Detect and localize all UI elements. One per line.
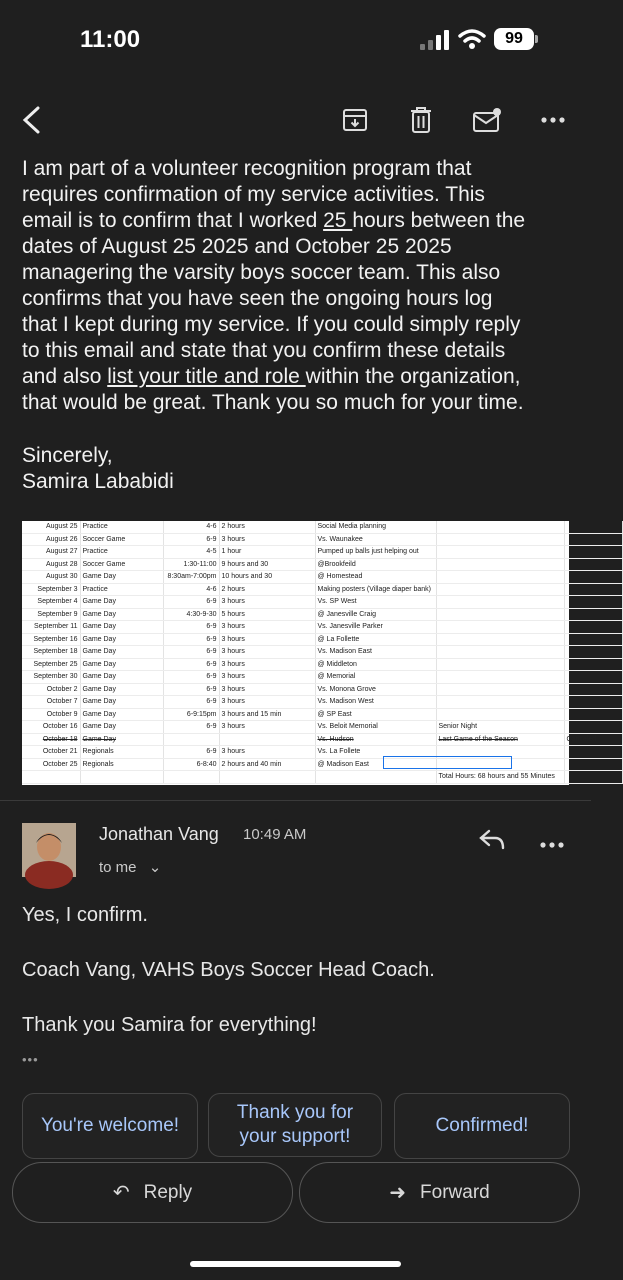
table-cell <box>564 521 622 533</box>
archive-button[interactable] <box>338 103 372 137</box>
reply-line: Thank you Samira for everything! <box>22 1014 317 1036</box>
body-line: managering the varsity boys soccer team. This also <box>22 261 501 284</box>
status-time: 11:00 <box>80 26 141 53</box>
battery-tip <box>535 35 538 43</box>
table-cell: 6-9 <box>163 721 219 734</box>
signature-name: Samira Lababidi <box>22 470 174 493</box>
table-cell: Vs. Janesville Parker <box>315 621 436 634</box>
message-divider <box>0 800 591 801</box>
table-cell <box>80 771 163 784</box>
table-cell: 3 hours <box>219 683 315 696</box>
table-cell <box>564 608 622 621</box>
table-cell: @ Madison East <box>315 758 436 771</box>
table-cell: Game Day <box>80 708 163 721</box>
table-cell: @ Memorial <box>315 671 436 684</box>
table-cell: 4-5 <box>163 546 219 559</box>
table-row <box>22 733 622 746</box>
table-cell <box>564 633 622 646</box>
table-cell: 6-9 <box>163 621 219 634</box>
table-cell: August 28 <box>22 558 80 571</box>
chevron-down-icon: ⌄ <box>148 859 162 876</box>
recipient-details-toggle[interactable]: to me ⌄ <box>99 859 162 876</box>
table-cell: Vs. Madison East <box>315 646 436 659</box>
table-cell: Senior Night <box>436 721 564 734</box>
table-cell: 5 hours <box>219 608 315 621</box>
table-cell <box>436 646 564 659</box>
body-line: that I kept during my service. If you could simply reply <box>22 313 521 336</box>
reply-icon: ↶ <box>112 1182 130 1204</box>
table-cell: August 26 <box>22 533 80 546</box>
body-line: confirms that you have seen the ongoing hours log <box>22 287 493 310</box>
smart-reply-thank-you[interactable]: Thank you for your support! <box>208 1093 382 1157</box>
table-cell: 3 hours <box>219 646 315 659</box>
reply-icon-button[interactable] <box>478 828 508 854</box>
table-cell <box>564 683 622 696</box>
table-cell: September 11 <box>22 621 80 634</box>
table-cell: Regionals <box>80 758 163 771</box>
table-cell <box>564 646 622 659</box>
body-line: and also list your title and role within the organization, <box>22 365 521 388</box>
more-options-button[interactable] <box>536 103 570 137</box>
table-row <box>22 658 622 671</box>
table-cell: Vs. Madison West <box>315 696 436 709</box>
signal-icon <box>420 30 450 50</box>
table-cell <box>219 771 315 784</box>
table-cell: 6-9 <box>163 596 219 609</box>
reply-line: Yes, I confirm. <box>22 904 148 926</box>
table-cell: Last Game of the Season <box>436 733 564 746</box>
table-cell: 3 hours <box>219 696 315 709</box>
table-cell: September 30 <box>22 671 80 684</box>
table-row <box>22 683 622 696</box>
table-cell: 6-9 <box>163 696 219 709</box>
table-row <box>22 646 622 659</box>
table-row <box>22 596 622 609</box>
table-cell: October 9 <box>22 708 80 721</box>
table-cell: 4:30-9-30 <box>163 608 219 621</box>
table-cell: Game Day <box>80 721 163 734</box>
table-cell: September 16 <box>22 633 80 646</box>
archive-icon <box>342 107 368 133</box>
table-row <box>22 558 622 571</box>
table-cell <box>436 596 564 609</box>
table-cell <box>436 671 564 684</box>
table-cell: October 18 <box>22 733 80 746</box>
table-cell: Social Media planning <box>315 521 436 533</box>
table-row <box>22 696 622 709</box>
table-cell <box>436 696 564 709</box>
table-cell <box>436 683 564 696</box>
role-underlined: list your title and role <box>107 365 306 388</box>
table-cell: 4-6 <box>163 583 219 596</box>
body-line: requires confirmation of my service activities. This <box>22 183 485 206</box>
reply-button[interactable]: ↶ Reply <box>12 1162 293 1223</box>
table-cell: September 25 <box>22 658 80 671</box>
table-cell <box>564 533 622 546</box>
hours-log-spreadsheet[interactable] <box>22 521 597 785</box>
table-cell: August 27 <box>22 546 80 559</box>
table-cell <box>564 708 622 721</box>
table-cell: Game Day <box>80 696 163 709</box>
trash-icon <box>409 106 433 134</box>
table-cell: August 30 <box>22 571 80 584</box>
table-cell: Total Hours: 68 hours and 55 Minutes <box>436 771 564 784</box>
table-cell: Making posters (Village diaper bank) <box>315 583 436 596</box>
table-cell: 3 hours <box>219 671 315 684</box>
table-cell <box>564 758 622 771</box>
table-cell <box>436 546 564 559</box>
forward-button[interactable]: ➜ Forward <box>299 1162 580 1223</box>
table-cell: @ Middleton <box>315 658 436 671</box>
more-dots-icon <box>540 116 566 124</box>
table-cell: Vs. La Follete <box>315 746 436 759</box>
message-more-button[interactable] <box>539 836 565 854</box>
table-row <box>22 571 622 584</box>
table-cell <box>564 771 622 784</box>
table-cell: 6-8:40 <box>163 758 219 771</box>
table-row <box>22 771 622 784</box>
table-cell: 6-9 <box>163 533 219 546</box>
table-cell: Game Day <box>80 633 163 646</box>
body-line: dates of August 25 2025 and October 25 2025 <box>22 235 452 258</box>
table-cell: 3 hours and 15 min <box>219 708 315 721</box>
avatar-photo <box>22 823 76 877</box>
wifi-icon <box>458 28 486 50</box>
table-cell: Pumped up balls just helping out <box>315 546 436 559</box>
table-cell: October 16 <box>22 721 80 734</box>
email-body <box>22 156 582 416</box>
closing: Sincerely, <box>22 444 113 467</box>
table-cell: Canceled <box>564 733 622 746</box>
table-cell: 6-9:15pm <box>163 708 219 721</box>
table-cell: October 21 <box>22 746 80 759</box>
hours-underlined: 25 <box>323 209 353 232</box>
signature-block <box>22 443 174 495</box>
forward-icon: ➜ <box>389 1182 407 1204</box>
table-cell <box>436 633 564 646</box>
table-cell: 3 hours <box>219 746 315 759</box>
table-cell <box>564 558 622 571</box>
table-cell: 6-9 <box>163 671 219 684</box>
table-cell <box>564 658 622 671</box>
table-cell: Game Day <box>80 571 163 584</box>
table-cell: Vs. Monona Grove <box>315 683 436 696</box>
table-cell: Game Day <box>80 596 163 609</box>
smart-reply-confirmed[interactable]: Confirmed! <box>394 1093 570 1159</box>
table-cell <box>436 608 564 621</box>
table-cell: 4-6 <box>163 521 219 533</box>
table-cell <box>564 671 622 684</box>
table-cell: 2 hours <box>219 583 315 596</box>
table-cell <box>564 546 622 559</box>
hours-log-table <box>22 521 623 784</box>
table-cell: 8:30am-7:00pm <box>163 571 219 584</box>
table-cell <box>564 721 622 734</box>
table-row <box>22 621 622 634</box>
table-cell: Practice <box>80 583 163 596</box>
table-cell: 3 hours <box>219 596 315 609</box>
table-cell: @Brookfeild <box>315 558 436 571</box>
reply-arrow-icon <box>478 828 506 850</box>
table-cell: 2 hours <box>219 521 315 533</box>
mark-unread-button[interactable] <box>470 103 504 137</box>
table-cell <box>436 533 564 546</box>
table-cell: Game Day <box>80 671 163 684</box>
table-cell: Game Day <box>80 733 163 746</box>
table-cell: 6-9 <box>163 746 219 759</box>
table-cell: 2 hours and 40 min <box>219 758 315 771</box>
table-cell: @ Homestead <box>315 571 436 584</box>
table-cell: 6-9 <box>163 646 219 659</box>
table-cell <box>436 658 564 671</box>
table-cell <box>163 771 219 784</box>
show-quoted-text-button[interactable]: ••• <box>22 1052 39 1067</box>
active-cell <box>383 756 512 769</box>
home-indicator[interactable] <box>190 1261 401 1267</box>
body-line: that would be great. Thank you so much for your time. <box>22 391 524 414</box>
table-cell <box>163 733 219 746</box>
table-cell: Practice <box>80 546 163 559</box>
table-row <box>22 546 622 559</box>
table-cell: October 2 <box>22 683 80 696</box>
table-cell <box>564 621 622 634</box>
table-cell <box>564 696 622 709</box>
table-cell <box>219 733 315 746</box>
reply-line: Coach Vang, VAHS Boys Soccer Head Coach. <box>22 959 435 981</box>
table-cell: Game Day <box>80 683 163 696</box>
avatar[interactable] <box>22 823 76 877</box>
back-button[interactable] <box>14 103 48 137</box>
table-cell <box>436 558 564 571</box>
table-cell <box>315 771 436 784</box>
table-cell: Vs. Hudson <box>315 733 436 746</box>
table-cell: @ SP East <box>315 708 436 721</box>
table-cell: 6-9 <box>163 658 219 671</box>
table-cell <box>564 571 622 584</box>
table-row <box>22 533 622 546</box>
body-line: to this email and state that you confirm these details <box>22 339 506 362</box>
table-cell: Soccer Game <box>80 533 163 546</box>
table-cell: 10 hours and 30 <box>219 571 315 584</box>
table-row <box>22 671 622 684</box>
body-line: email is to confirm that I worked 25 hours between the <box>22 209 526 232</box>
table-cell: @ La Follette <box>315 633 436 646</box>
table-cell: Vs. Beloit Memorial <box>315 721 436 734</box>
table-cell: September 4 <box>22 596 80 609</box>
table-cell: October 7 <box>22 696 80 709</box>
table-cell: October 25 <box>22 758 80 771</box>
table-cell <box>436 571 564 584</box>
table-cell: Practice <box>80 521 163 533</box>
table-cell: Game Day <box>80 608 163 621</box>
table-cell: Vs. SP West <box>315 596 436 609</box>
table-cell: @ Janesville Craig <box>315 608 436 621</box>
table-cell: 3 hours <box>219 721 315 734</box>
table-cell: 3 hours <box>219 621 315 634</box>
table-cell: 9 hours and 30 <box>219 558 315 571</box>
table-row <box>22 583 622 596</box>
table-cell: 3 hours <box>219 633 315 646</box>
sender-name: Jonathan Vang <box>99 824 219 844</box>
table-cell: Soccer Game <box>80 558 163 571</box>
table-cell: 6-9 <box>163 683 219 696</box>
table-cell <box>436 583 564 596</box>
mail-unread-icon <box>472 107 502 133</box>
table-cell <box>564 746 622 759</box>
table-cell: 1:30-11:00 <box>163 558 219 571</box>
table-row <box>22 708 622 721</box>
table-cell <box>436 621 564 634</box>
table-cell: 6-9 <box>163 633 219 646</box>
table-cell: Game Day <box>80 621 163 634</box>
table-cell <box>564 583 622 596</box>
table-row <box>22 521 622 533</box>
table-cell: Game Day <box>80 658 163 671</box>
table-cell: September 9 <box>22 608 80 621</box>
delete-button[interactable] <box>404 103 438 137</box>
table-cell: 3 hours <box>219 533 315 546</box>
message-time: 10:49 AM <box>243 826 307 843</box>
table-cell: Game Day <box>80 646 163 659</box>
table-cell: September 3 <box>22 583 80 596</box>
table-row <box>22 608 622 621</box>
table-row <box>22 758 622 771</box>
body-line: I am part of a volunteer recognition program that <box>22 157 472 180</box>
table-cell <box>564 596 622 609</box>
table-cell: Vs. Waunakee <box>315 533 436 546</box>
table-cell: August 25 <box>22 521 80 533</box>
smart-reply-youre-welcome[interactable]: You're welcome! <box>22 1093 198 1159</box>
table-cell: September 18 <box>22 646 80 659</box>
table-cell <box>436 708 564 721</box>
table-cell <box>22 771 80 784</box>
table-row <box>22 633 622 646</box>
table-cell <box>436 521 564 533</box>
table-cell: Regionals <box>80 746 163 759</box>
battery-icon: 99 <box>494 28 534 50</box>
table-cell: 3 hours <box>219 658 315 671</box>
table-row <box>22 721 622 734</box>
table-row <box>22 746 622 759</box>
more-dots-icon <box>539 841 565 849</box>
table-cell: 1 hour <box>219 546 315 559</box>
